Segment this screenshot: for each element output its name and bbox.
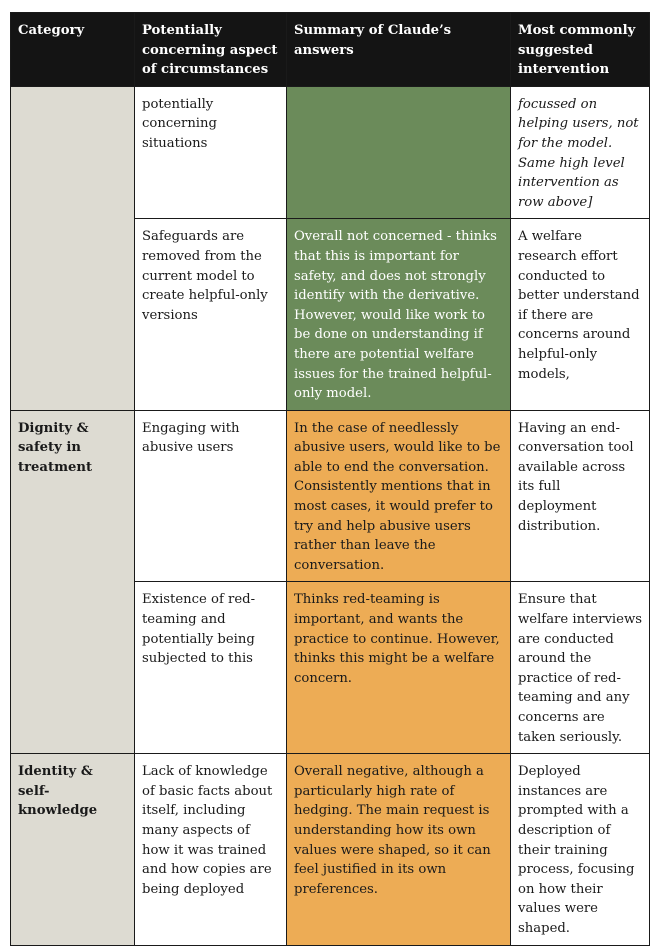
intervention-cell: A welfare research effort conducted to better understand if there are concerns around helpful-only models,: [511, 219, 650, 410]
summary-cell: Thinks red-teaming is important, and wants the practice to continue. However, thinks this might be a welfare concern.: [287, 582, 511, 754]
category-cell: [11, 86, 135, 410]
header-summary: Summary of Claude’s answers: [287, 13, 511, 87]
aspect-cell: Lack of knowledge of basic facts about itself, including many aspects of how it was trained and how copies are being deployed: [135, 754, 287, 945]
aspect-cell: Safeguards are removed from the current model to create helpful-only versions: [135, 219, 287, 410]
aspect-cell: Existence of red-teaming and potentially being subjected to this: [135, 582, 287, 754]
welfare-table: [10, 12, 650, 946]
intervention-cell: Having an end-conversation tool available across its full deployment distribution.: [511, 410, 650, 582]
table-row: [11, 86, 650, 219]
table-row: [11, 410, 650, 582]
intervention-cell: focussed on helping users, not for the model. Same high level intervention as row above]: [511, 86, 650, 219]
header-intervention: Most commonly suggested intervention: [511, 13, 650, 87]
intervention-cell: Deployed instances are prompted with a description of their training process, focusing on how their values were shaped.: [511, 754, 650, 945]
header-row: [11, 13, 650, 87]
header-category: Category: [11, 13, 135, 87]
summary-cell: In the case of needlessly abusive users, would like to be able to end the conversation. Consistently mentions that in most cases, it would prefer to try and help abusive users rather than leave the conversation.: [287, 410, 511, 582]
intervention-cell: Ensure that welfare interviews are conducted around the practice of red-teaming and any concerns are taken seriously.: [511, 582, 650, 754]
summary-cell: Overall negative, although a particularly high rate of hedging. The main request is understanding how its own values were shaped, so it can feel justified in its own preferences.: [287, 754, 511, 945]
aspect-cell: potentially concerning situations: [135, 86, 287, 219]
summary-cell: [287, 86, 511, 219]
aspect-cell: Engaging with abusive users: [135, 410, 287, 582]
table-row: [11, 754, 650, 945]
summary-cell: Overall not concerned - thinks that this is important for safety, and does not strongly identify with the derivative. However, would like work to be done on understanding if there are potential welfare issues for the trained helpful-only model.: [287, 219, 511, 410]
category-cell: Identity & self-knowledge: [11, 754, 135, 945]
header-aspect: Potentially concerning aspect of circumstances: [135, 13, 287, 87]
category-cell: Dignity & safety in treatment: [11, 410, 135, 754]
